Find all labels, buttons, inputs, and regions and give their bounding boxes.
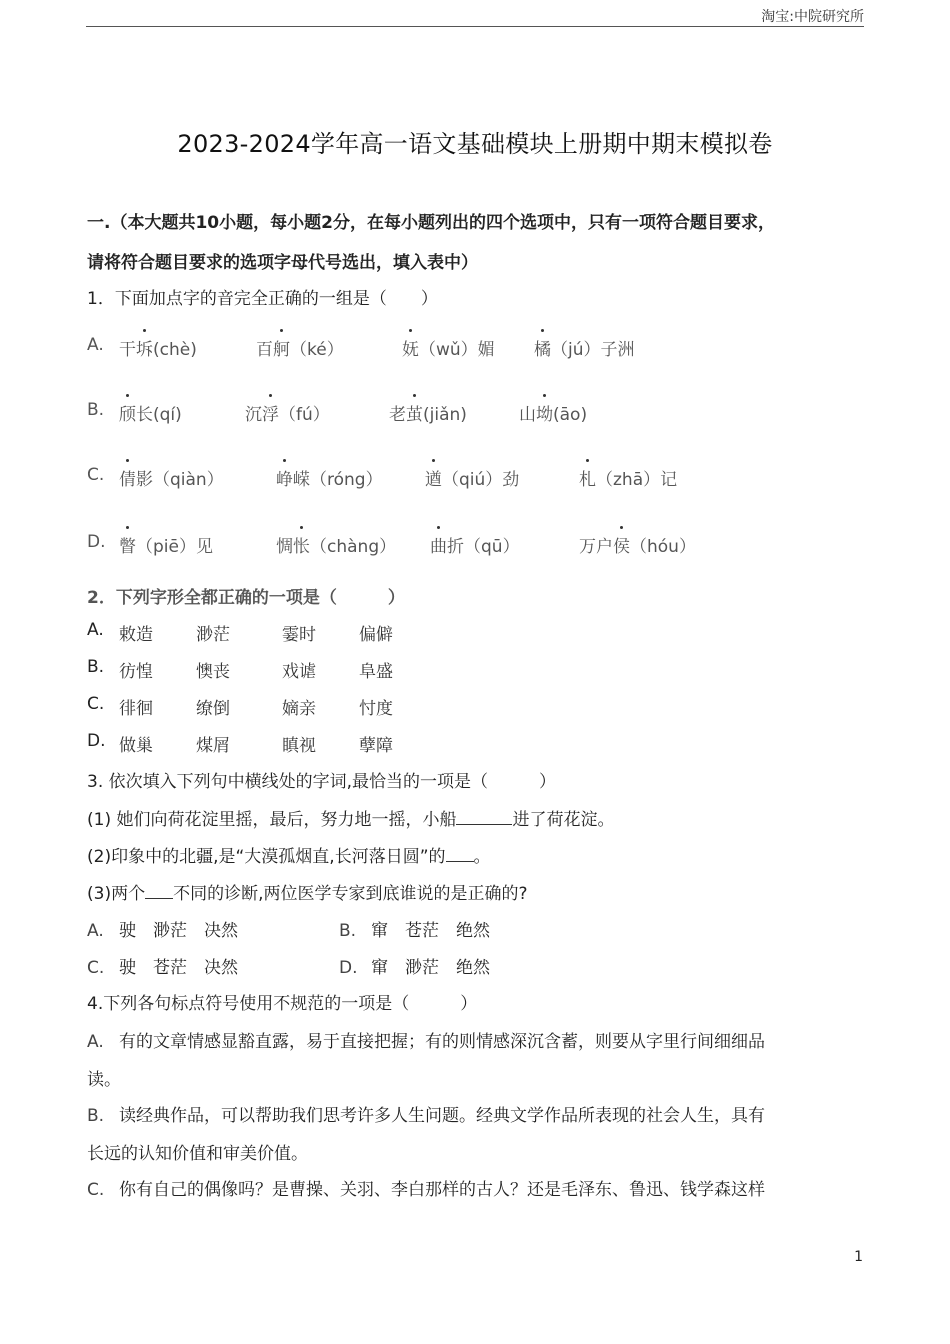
q1-d-4-pre: 万户 (579, 537, 613, 557)
q1-c-1-dotted-char: 倩 (119, 465, 136, 490)
q1-stem: 1．下面加点字的音完全正确的一组是（ ） (87, 289, 438, 309)
q1-d-3-post: 折（qū） (447, 537, 520, 557)
section-heading-line2: 请将符合题目要求的选项字母代号选出，填入表中） (87, 253, 478, 273)
q1-d-4-dotted-char: 侯 (613, 532, 630, 557)
q2-c-word-4: 忖度 (359, 699, 393, 719)
q2-option-d-label: D. (87, 731, 106, 751)
q1-d-1-post: （piē）见 (136, 537, 213, 557)
q3-s1-blank (456, 824, 512, 825)
q2-c-word-2: 缭倒 (196, 699, 230, 719)
q2-b-word-1: 彷惶 (119, 662, 153, 682)
q3-s3-before: (3)两个 (87, 884, 146, 904)
q1-b-1-dotted-char: 颀 (119, 400, 136, 425)
q1-c-item-4 (579, 465, 677, 490)
q1-b-4-post: (āo) (553, 405, 588, 425)
q3-option-c (87, 953, 238, 978)
q2-b-word-3: 戏谑 (282, 662, 316, 682)
q1-b-2-dotted-char: 浮 (262, 400, 279, 425)
q1-c-item-3 (425, 465, 519, 490)
q1-a-item-3 (402, 335, 495, 360)
q2-c-word-3: 嫡亲 (282, 699, 316, 719)
q1-b-item-4 (519, 400, 587, 425)
q4-option-b-line1 (87, 1101, 765, 1126)
q1-b-2-post: （fú） (279, 405, 330, 425)
q3-sentence-3 (87, 879, 528, 904)
q3-b-label: B. (339, 921, 357, 941)
q3-s2-after: 。 (473, 847, 491, 867)
q1-option-c-label: C. (87, 465, 105, 485)
q2-a-word-2: 渺茫 (196, 625, 230, 645)
q3-c-label: C. (87, 958, 105, 978)
q1-c-4-dotted-char: 札 (579, 465, 596, 490)
q1-c-item-2 (276, 465, 383, 490)
q3-a-label: A. (87, 921, 104, 941)
q2-a-word-1: 敕造 (119, 625, 153, 645)
q1-a-4-post: （jú）子洲 (551, 340, 635, 360)
q4-option-a-line1 (87, 1027, 765, 1052)
q1-d-item-2 (276, 532, 396, 557)
q4-c-text-1: 你有自己的偶像吗？是曹操、关羽、李白那样的古人？还是毛泽东、鲁迅、钱学森这样 (119, 1180, 765, 1200)
q1-b-3-dotted-char: 茧 (406, 400, 423, 425)
q1-d-2-pre: 惆 (276, 537, 293, 557)
q1-d-3-dotted-char: 曲 (430, 532, 447, 557)
q1-a-3-dotted-char: 妩 (402, 335, 419, 360)
q1-c-2-dotted-char: 峥 (276, 465, 293, 490)
q1-d-2-post: （chàng） (310, 537, 397, 557)
q1-c-1-post: 影（qiàn） (136, 470, 224, 490)
q1-c-item-1 (119, 465, 224, 490)
q1-b-4-dotted-char: 坳 (536, 400, 553, 425)
q1-b-2-pre: 沉 (245, 405, 262, 425)
q1-d-2-dotted-char: 怅 (293, 532, 310, 557)
q1-a-4-dotted-char: 橘 (534, 335, 551, 360)
q3-sentence-2 (87, 842, 491, 867)
header-divider (86, 26, 864, 27)
q1-b-4-pre: 山 (519, 405, 536, 425)
q1-c-3-post: （qiú）劲 (442, 470, 520, 490)
header-source: 淘宝:中院研究所 (761, 9, 864, 25)
q3-option-d (339, 953, 490, 978)
q1-option-b-label: B. (87, 400, 105, 420)
q2-a-word-3: 霎时 (282, 625, 316, 645)
q4-option-c-line1 (87, 1175, 765, 1200)
q4-a-text-1: 有的文章情感显豁直露，易于直接把握；有的则情感深沉含蓄，则要从字里行间细细品 (119, 1032, 765, 1052)
q3-s1-before: (1) 她们向荷花淀里摇，最后，努力地一摇，小船 (87, 810, 457, 830)
q1-a-2-pre: 百 (256, 340, 273, 360)
q1-a-item-2 (256, 335, 344, 360)
q3-s2-blank (446, 861, 474, 862)
q4-b-label: B. (87, 1106, 105, 1126)
q2-option-b-label: B. (87, 657, 105, 677)
q1-a-1-pre: 干 (119, 340, 136, 360)
q3-a-text: 驶 渺茫 决然 (119, 921, 238, 941)
q3-d-label: D. (339, 958, 358, 978)
q1-a-2-dotted-char: 舸 (273, 335, 290, 360)
q3-option-a (87, 916, 238, 941)
q1-c-2-post: 嵘（róng） (293, 470, 383, 490)
q1-b-item-2 (245, 400, 330, 425)
q1-b-item-3 (389, 400, 467, 425)
q1-c-4-post: （zhā）记 (596, 470, 678, 490)
q2-d-word-1: 做巢 (119, 736, 153, 756)
q2-stem: 2．下列字形全都正确的一项是（ ） (87, 588, 405, 608)
q1-b-3-pre: 老 (389, 405, 406, 425)
q2-d-word-4: 孽障 (359, 736, 393, 756)
q1-d-item-1 (119, 532, 213, 557)
q1-b-3-post: (jiǎn) (423, 405, 467, 425)
q1-d-1-dotted-char: 瞥 (119, 532, 136, 557)
q1-a-item-1 (119, 335, 197, 360)
section-heading-line1: 一.（本大题共10小题，每小题2分，在每小题列出的四个选项中，只有一项符合题目要求， (87, 213, 775, 233)
page-title: 2023-2024学年高一语文基础模块上册期中期末模拟卷 (177, 130, 773, 158)
q1-a-1-dotted-char: 坼 (136, 335, 153, 360)
q1-d-item-4 (579, 532, 696, 557)
q3-d-text: 窜 渺茫 绝然 (371, 958, 490, 978)
q3-s2-before: (2)印象中的北疆,是“大漠孤烟直,长河落日圆”的 (87, 847, 446, 867)
q1-c-3-dotted-char: 遒 (425, 465, 442, 490)
q3-s3-blank (145, 898, 173, 899)
q2-b-word-2: 懊丧 (196, 662, 230, 682)
q2-b-word-4: 阜盛 (359, 662, 393, 682)
q1-b-1-post: 长(qí) (136, 405, 182, 425)
q3-s3-after: 不同的诊断,两位医学专家到底谁说的是正确的? (173, 884, 528, 904)
q1-option-a-label: A. (87, 335, 104, 355)
q4-stem: 4.下列各句标点符号使用不规范的一项是（ ） (87, 994, 478, 1014)
q3-stem: 3. 依次填入下列句中横线处的字词,最恰当的一项是（ ） (87, 772, 557, 792)
q2-c-word-1: 徘徊 (119, 699, 153, 719)
page-number: 1 (854, 1249, 863, 1265)
q1-a-3-post: （wǔ）媚 (419, 340, 495, 360)
q2-a-word-4: 偏僻 (359, 625, 393, 645)
q4-b-text-1: 读经典作品，可以帮助我们思考许多人生问题。经典文学作品所表现的社会人生，具有 (119, 1106, 765, 1126)
q1-a-item-4 (534, 335, 635, 360)
q1-b-item-1 (119, 400, 182, 425)
q1-d-4-post: （hóu） (630, 537, 696, 557)
q4-option-a-line2: 读。 (87, 1070, 121, 1090)
q2-option-c-label: C. (87, 694, 105, 714)
q2-option-a-label: A. (87, 620, 104, 640)
q3-sentence-1 (87, 805, 614, 830)
q1-a-1-post: (chè) (153, 340, 197, 360)
q1-a-2-post: （ké） (290, 340, 344, 360)
q1-option-d-label: D. (87, 532, 106, 552)
q2-d-word-3: 瞋视 (282, 736, 316, 756)
q3-s1-after: 进了荷花淀。 (512, 810, 615, 830)
q4-option-b-line2: 长远的认知价值和审美价值。 (87, 1144, 308, 1164)
q1-d-item-3 (430, 532, 520, 557)
q3-option-b (339, 916, 490, 941)
q4-a-label: A. (87, 1032, 104, 1052)
q3-b-text: 窜 苍茫 绝然 (371, 921, 490, 941)
q2-d-word-2: 煤屑 (196, 736, 230, 756)
q3-c-text: 驶 苍茫 决然 (119, 958, 238, 978)
q4-c-label: C. (87, 1180, 105, 1200)
